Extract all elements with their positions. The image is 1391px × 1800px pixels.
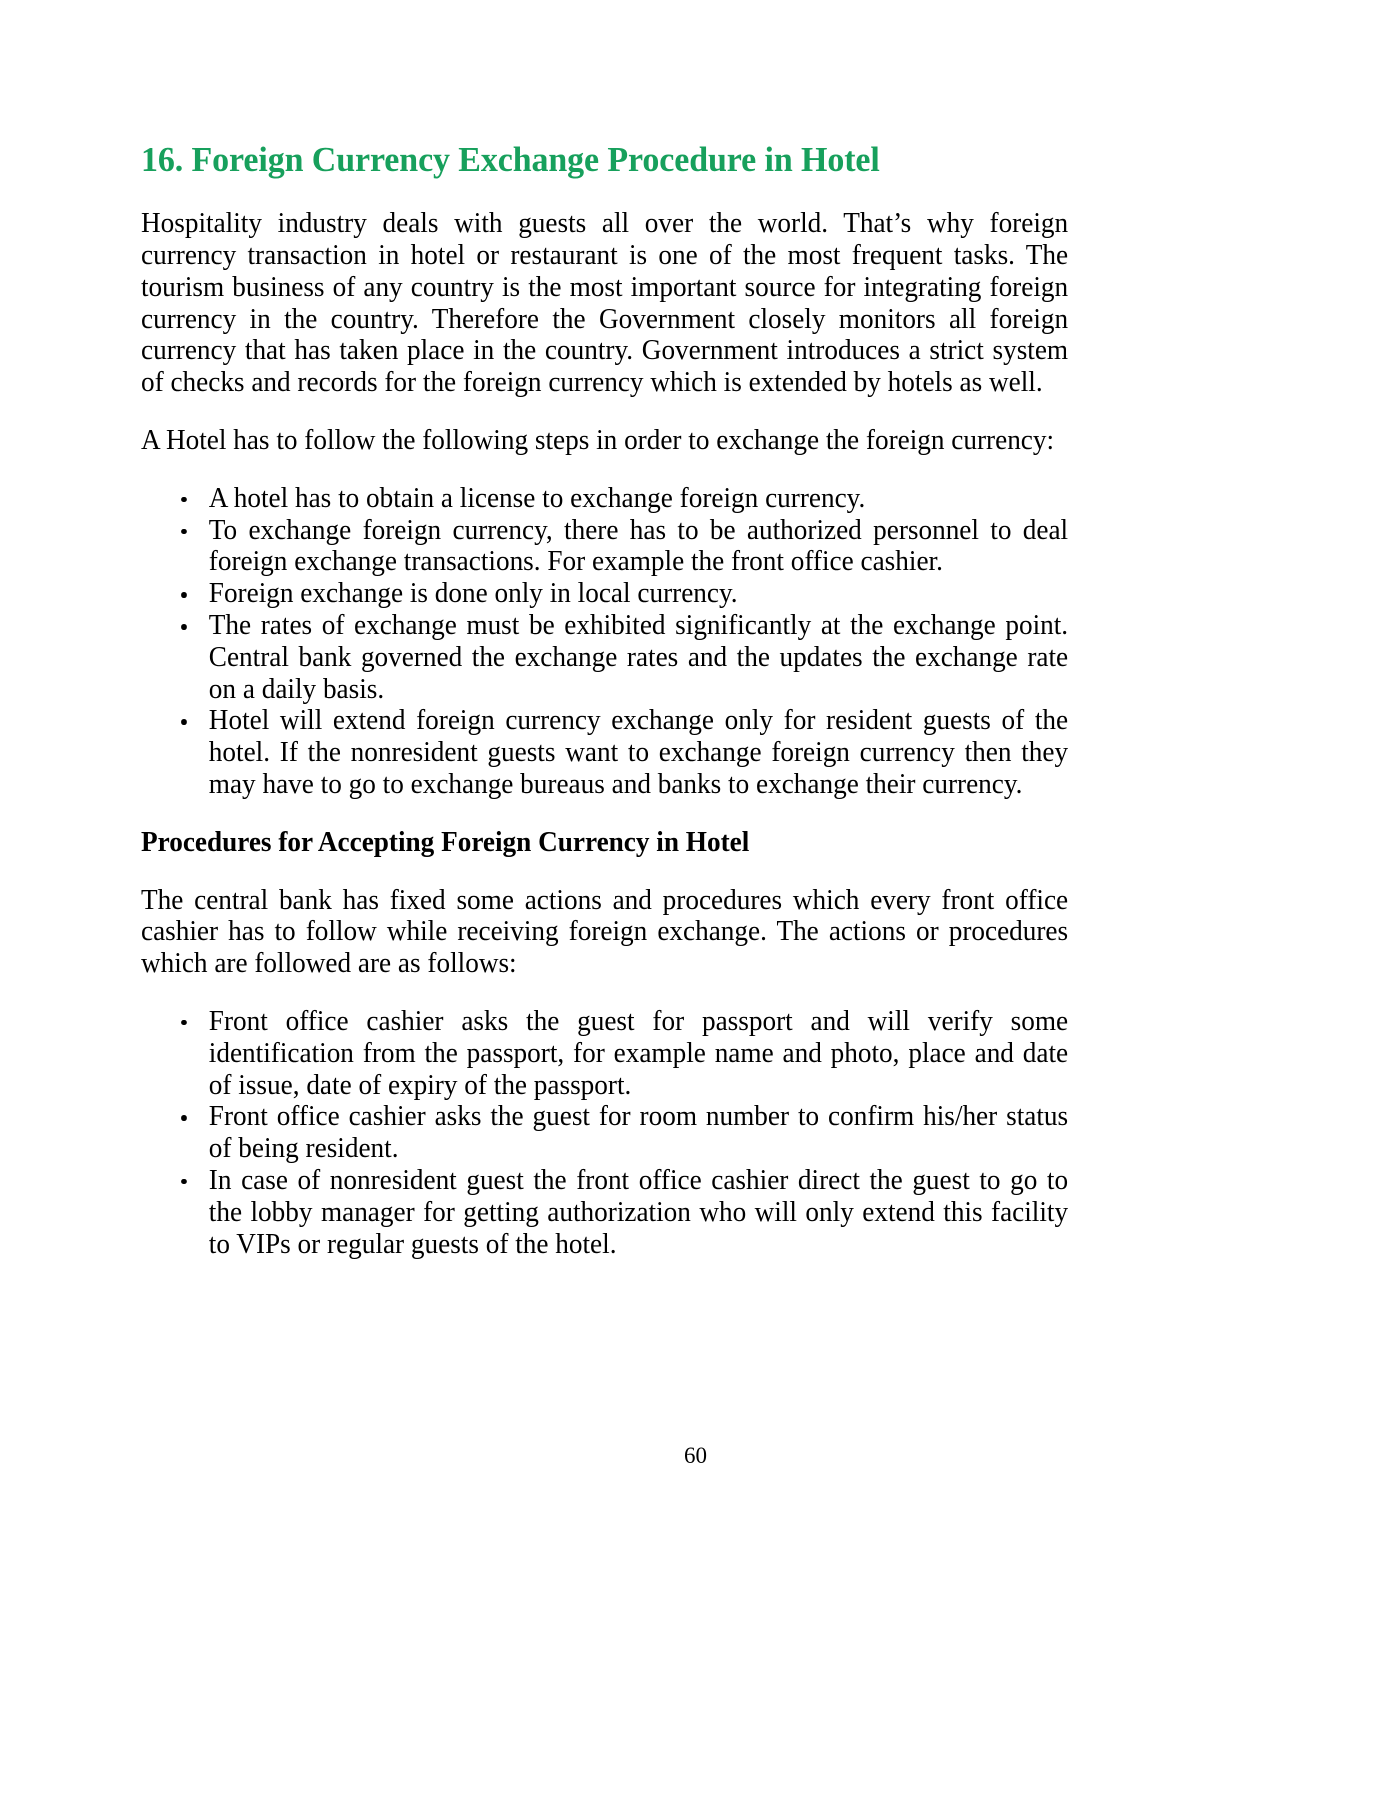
intro-paragraph: Hospitality industry deals with guests all over the world. That’s why foreign currency transaction in hotel or restaurant is one of the most frequent tasks. The tourism business of any country is the most important source for integrating foreign currency in the country. Therefore the Government closely monitors all foreign currency that has taken place in the country. Government introduces a strict system of checks and records for the foreign currency which is extended by hotels as well.	[141, 208, 1069, 399]
list-item	[141, 1101, 1068, 1165]
steps-lead-in-paragraph: A Hotel has to follow the following steps in order to exchange the foreign currency:	[141, 425, 1055, 457]
page-title: 16. Foreign Currency Exchange Procedure in Hotel	[141, 140, 880, 179]
list-item	[141, 483, 1068, 515]
list-item-text: Hotel will extend foreign currency exchange only for resident guests of the hotel. If the nonresident guests want to exchange foreign currency then they may have to go to exchange bureaus and banks to exchange their currency.	[208, 705, 1069, 800]
list-item	[141, 515, 1068, 579]
bullet-dot-icon	[181, 624, 186, 630]
bullet-dot-icon	[181, 1115, 186, 1121]
bullet-dot-icon	[181, 1020, 186, 1026]
list-item-text: A hotel has to obtain a license to exchange foreign currency.	[208, 482, 866, 514]
list-item	[141, 1006, 1068, 1101]
list-item-text: Front office cashier asks the guest for room number to confirm his/her status of being resident.	[208, 1101, 1069, 1165]
list-item-text: Front office cashier asks the guest for passport and will verify some identification from the passport, for example name and photo, place and date of issue, date of expiry of the passport.	[208, 1005, 1069, 1101]
bullet-dot-icon	[181, 529, 186, 535]
list-item-text: Foreign exchange is done only in local currency.	[208, 578, 738, 610]
list-item-text: The rates of exchange must be exhibited significantly at the exchange point. Central bank governed the exchange rates and the updates the exchange rate on a daily basis.	[208, 610, 1069, 705]
section-heading-accepting-procedures: Procedures for Accepting Foreign Currency in Hotel	[141, 826, 750, 858]
list-item-text: In case of nonresident guest the front office cashier direct the guest to go to the lobby manager for getting authorization who will only extend this facility to VIPs or regular guests of the hotel.	[208, 1164, 1069, 1260]
bullet-dot-icon	[181, 1179, 186, 1185]
list-item	[141, 705, 1068, 800]
exchange-steps-list	[141, 483, 1070, 801]
bullet-dot-icon	[181, 497, 186, 503]
page-number: 60	[684, 1443, 707, 1468]
list-item	[141, 610, 1068, 705]
list-item	[141, 1165, 1068, 1260]
accepting-procedures-list	[141, 1006, 1070, 1260]
bullet-dot-icon	[181, 719, 186, 725]
procedures-lead-in-paragraph: The central bank has fixed some actions and procedures which every front office cashier has to follow while receiving foreign exchange. The actions or procedures which are followed are as follows:	[141, 884, 1069, 980]
bullet-dot-icon	[181, 592, 186, 598]
list-item-text: To exchange foreign currency, there has to be authorized personnel to deal foreign exchange transactions. For example the front office cashier.	[208, 514, 1069, 578]
list-item	[141, 578, 1068, 610]
page-content	[141, 140, 1070, 1286]
